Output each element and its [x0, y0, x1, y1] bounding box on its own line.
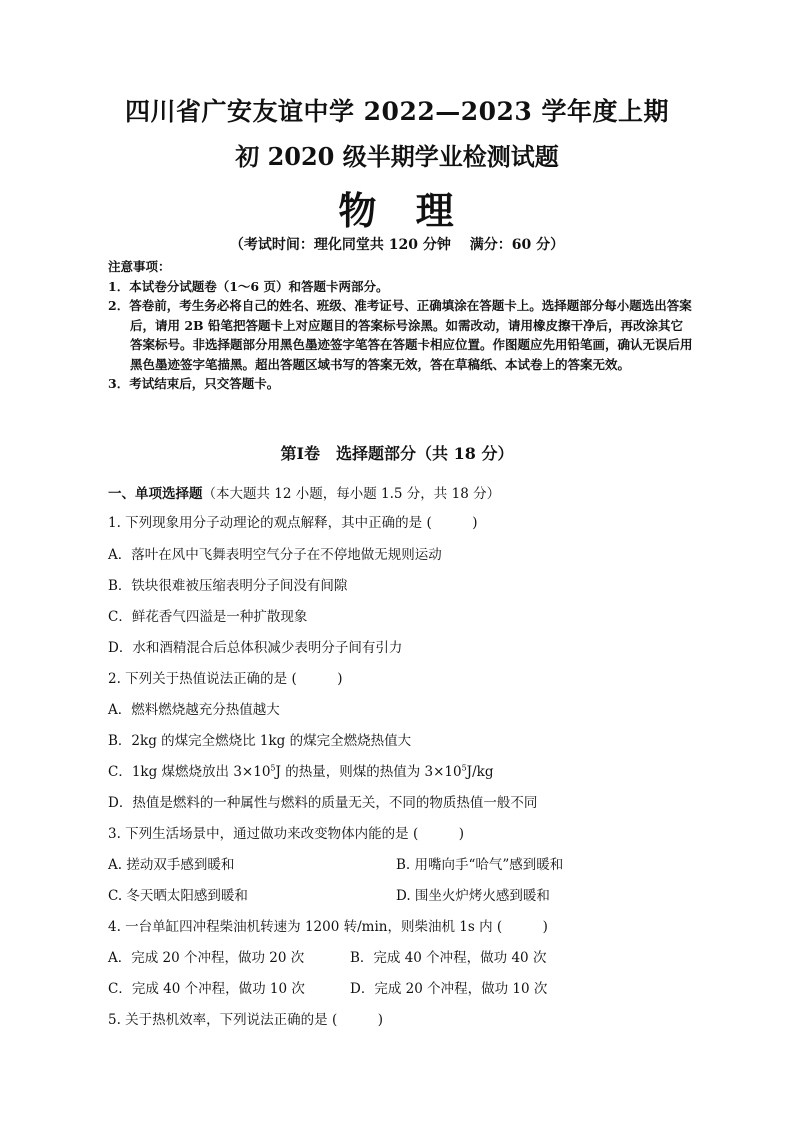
- question-1-option-a: A．落叶在风中飞舞表明空气分子在不停地做无规则运动: [108, 547, 442, 563]
- question-1-option-d: D．水和酒精混合后总体积减少表明分子间有引力: [108, 640, 403, 656]
- note-item: 1．本试卷分试题卷（1～6 页）和答题卡两部分。: [108, 278, 389, 294]
- exponent: 5: [461, 763, 467, 773]
- notes-heading: 注意事项：: [108, 259, 171, 274]
- question-1-option-b: B．铁块很难被压缩表明分子间没有间隙: [108, 578, 348, 594]
- part-heading: [108, 482, 500, 502]
- question-4-option-d: D．完成 20 个冲程，做功 10 次: [350, 981, 548, 997]
- question-1-option-c: C．鲜花香气四溢是一种扩散现象: [108, 609, 308, 625]
- question-3-option-d: D. 围坐火炉烤火感到暖和: [396, 888, 550, 904]
- note-item: 2．答卷前，考生务必将自己的姓名、班级、准考证号、正确填涂在答题卡上。选择题部分每小题选出答案后，请用 2B 铅笔把答题卡上对应题目的答案标号涂黑。如需改动，请用橡皮擦干净后，再改涂其它答案标号。非选择题部分用黑色墨迹签字笔答在答题卡相应位置。作图题应先用铅笔画，确认无误后用黑色墨迹签字笔描黑。超出答题区域书写的答案无效，答在草稿纸、本试卷上的答案无效。: [108, 298, 693, 372]
- option-c-text-pre: C．1kg 煤燃烧放出 3×10: [108, 764, 271, 780]
- exam-title-line1: 四川省广安友谊中学 2022—2023 学年度上期: [124, 97, 670, 126]
- question-4-option-c: C．完成 40 个冲程，做功 10 次: [108, 981, 305, 997]
- question-2-option-a: A．燃料燃烧越充分热值越大: [108, 702, 280, 718]
- exam-info: （考试时间：理化同堂共 120 分钟 满分：60 分）: [229, 237, 565, 253]
- question-3-option-a: A. 搓动双手感到暖和: [108, 857, 235, 873]
- question-1-stem: 1. 下列现象用分子动理论的观点解释，其中正确的是 ( ): [108, 515, 478, 531]
- option-c-text-mid: J 的热量，则煤的热值为 3×10: [275, 764, 462, 780]
- note-item: 3．考试结束后，只交答题卡。: [108, 376, 280, 391]
- option-c-text-post: J/kg: [466, 764, 494, 780]
- question-3-option-c: C. 冬天晒太阳感到暖和: [108, 888, 248, 904]
- section-title: 第Ⅰ卷 选择题部分（共 18 分）: [280, 444, 514, 463]
- question-2-option-d: D．热值是燃料的一种属性与燃料的质量无关，不同的物质热值一般不同: [108, 795, 538, 811]
- exponent: 5: [270, 763, 276, 773]
- question-5-stem: 5. 关于热机效率，下列说法正确的是 ( ): [108, 1012, 383, 1028]
- question-4-option-b: B．完成 40 个冲程，做功 40 次: [350, 950, 547, 966]
- question-2-stem: 2. 下列关于热值说法正确的是 ( ): [108, 671, 343, 687]
- question-2-option-c: [108, 760, 493, 780]
- question-4-option-a: A．完成 20 个冲程，做功 20 次: [108, 950, 305, 966]
- question-3-option-b: B. 用嘴向手“哈气”感到暖和: [396, 857, 564, 873]
- subject-title: 物 理: [338, 188, 456, 233]
- question-2-option-b: B．2kg 的煤完全燃烧比 1kg 的煤完全燃烧热值大: [108, 733, 412, 749]
- question-3-stem: 3. 下列生活场景中，通过做功来改变物体内能的是 ( ): [108, 826, 464, 842]
- part-label: 一、单项选择题: [108, 486, 203, 502]
- notes-block: [108, 257, 694, 394]
- question-4-stem: 4. 一台单缸四冲程柴油机转速为 1200 转/min，则柴油机 1s 内 ( ): [108, 919, 548, 935]
- exam-title-line2: 初 2020 级半期学业检测试题: [235, 142, 559, 171]
- part-description: （本大题共 12 小题，每小题 1.5 分，共 18 分）: [202, 486, 501, 502]
